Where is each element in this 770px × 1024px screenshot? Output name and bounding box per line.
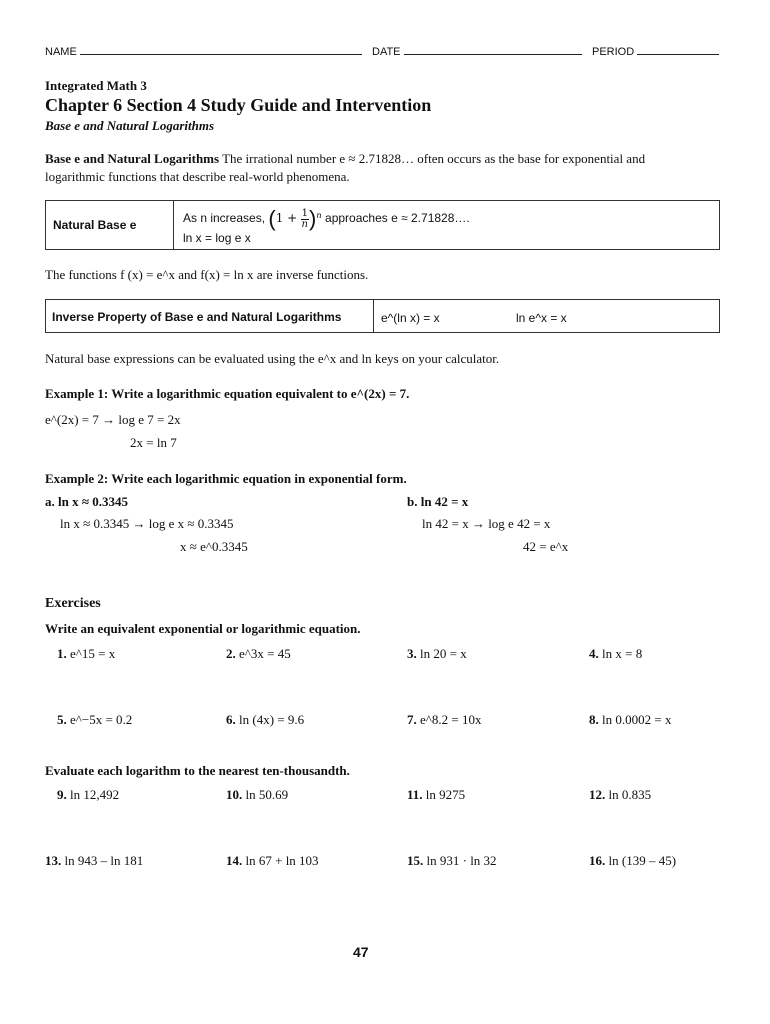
intro-text-1: The irrational number e ≈ 2.71828… often occurs as the base for exponential and bbox=[222, 151, 646, 166]
example2a-label: a. ln x ≈ 0.3345 bbox=[45, 494, 128, 509]
page-subtitle: Base e and Natural Logarithms bbox=[45, 118, 215, 133]
exercise-11: 11. ln 9275 bbox=[407, 787, 466, 802]
exercise-16: 16. ln (139 – 45) bbox=[589, 853, 677, 868]
example2a-line2: x ≈ e^0.3345 bbox=[180, 539, 248, 554]
header-date: DATE bbox=[372, 46, 582, 58]
exercise-7: 7. e^8.2 = 10x bbox=[407, 712, 482, 727]
inverse-property-label: Inverse Property of Base e and Natural Logarithms bbox=[52, 310, 342, 324]
header-name: NAME bbox=[45, 46, 362, 58]
example2-heading: Example 2: Write each logarithmic equation in exponential form. bbox=[45, 471, 407, 486]
exercise-10: 10. ln 50.69 bbox=[226, 787, 289, 802]
page-title: Chapter 6 Section 4 Study Guide and Intervention bbox=[45, 95, 432, 115]
exercises-instruction-2: Evaluate each logarithm to the nearest ten-thousandth. bbox=[45, 763, 350, 778]
inverse-property-2: ln e^x = x bbox=[516, 311, 567, 325]
exercise-13: 13. ln 943 – ln 181 bbox=[45, 853, 144, 868]
exercise-15: 15. ln 931 · ln 32 bbox=[407, 853, 497, 868]
exercise-1: 1. e^15 = x bbox=[57, 646, 116, 661]
exercise-12: 12. ln 0.835 bbox=[589, 787, 652, 802]
page-number: 47 bbox=[353, 944, 369, 960]
intro-text-2: logarithmic functions that describe real-world phenomena. bbox=[45, 169, 350, 184]
natural-base-line2: ln x = log e x bbox=[183, 231, 251, 245]
exercise-9: 9. ln 12,492 bbox=[57, 787, 120, 802]
intro-paragraph bbox=[45, 151, 645, 167]
inverse-functions-sentence: The functions f (x) = e^x and f(x) = ln x are inverse functions. bbox=[45, 267, 369, 282]
inverse-property-divider bbox=[373, 299, 374, 333]
fraction-1-over-n: $\frac{1}{n}$ bbox=[301, 207, 308, 230]
natural-base-line1: As n increases, (1 + $\frac{1}{n}$ )$^n$ approaches e ≈ 2.71828…. bbox=[183, 206, 470, 231]
inverse-property-1: e^(ln x) = x bbox=[381, 311, 440, 325]
exercises-heading: Exercises bbox=[45, 596, 101, 611]
exercise-2: 2. e^3x = 45 bbox=[226, 646, 291, 661]
example2b-line2: 42 = e^x bbox=[523, 539, 569, 554]
example1-line2: 2x = ln 7 bbox=[130, 435, 177, 450]
natural-base-divider bbox=[173, 200, 174, 250]
exercises-instruction-1: Write an equivalent exponential or logarithmic equation. bbox=[45, 621, 361, 636]
calculator-note: Natural base expressions can be evaluated using the e^x and ln keys on your calculator. bbox=[45, 351, 500, 366]
exercise-14: 14. ln 67 + ln 103 bbox=[226, 853, 319, 868]
example2b-label: b. ln 42 = x bbox=[407, 494, 469, 509]
example2b-line1: ln 42 = x → log e 42 = x bbox=[422, 516, 551, 531]
course-name: Integrated Math 3 bbox=[45, 78, 147, 93]
example1-line1: e^(2x) = 7 → log e 7 = 2x bbox=[45, 412, 181, 427]
exercise-5: 5. e^−5x = 0.2 bbox=[57, 712, 133, 727]
natural-base-label: Natural Base e bbox=[53, 218, 137, 232]
example2a-line1: ln x ≈ 0.3345 → log e x ≈ 0.3345 bbox=[60, 516, 234, 531]
header-period: PERIOD bbox=[592, 46, 719, 58]
exercise-4: 4. ln x = 8 bbox=[589, 646, 643, 661]
intro-heading: Base e and Natural Logarithms bbox=[45, 151, 220, 166]
example1-heading: Example 1: Write a logarithmic equation equivalent to e^(2x) = 7. bbox=[45, 386, 410, 401]
exercise-8: 8. ln 0.0002 = x bbox=[589, 712, 672, 727]
exercise-6: 6. ln (4x) = 9.6 bbox=[226, 712, 305, 727]
exercise-3: 3. ln 20 = x bbox=[407, 646, 467, 661]
